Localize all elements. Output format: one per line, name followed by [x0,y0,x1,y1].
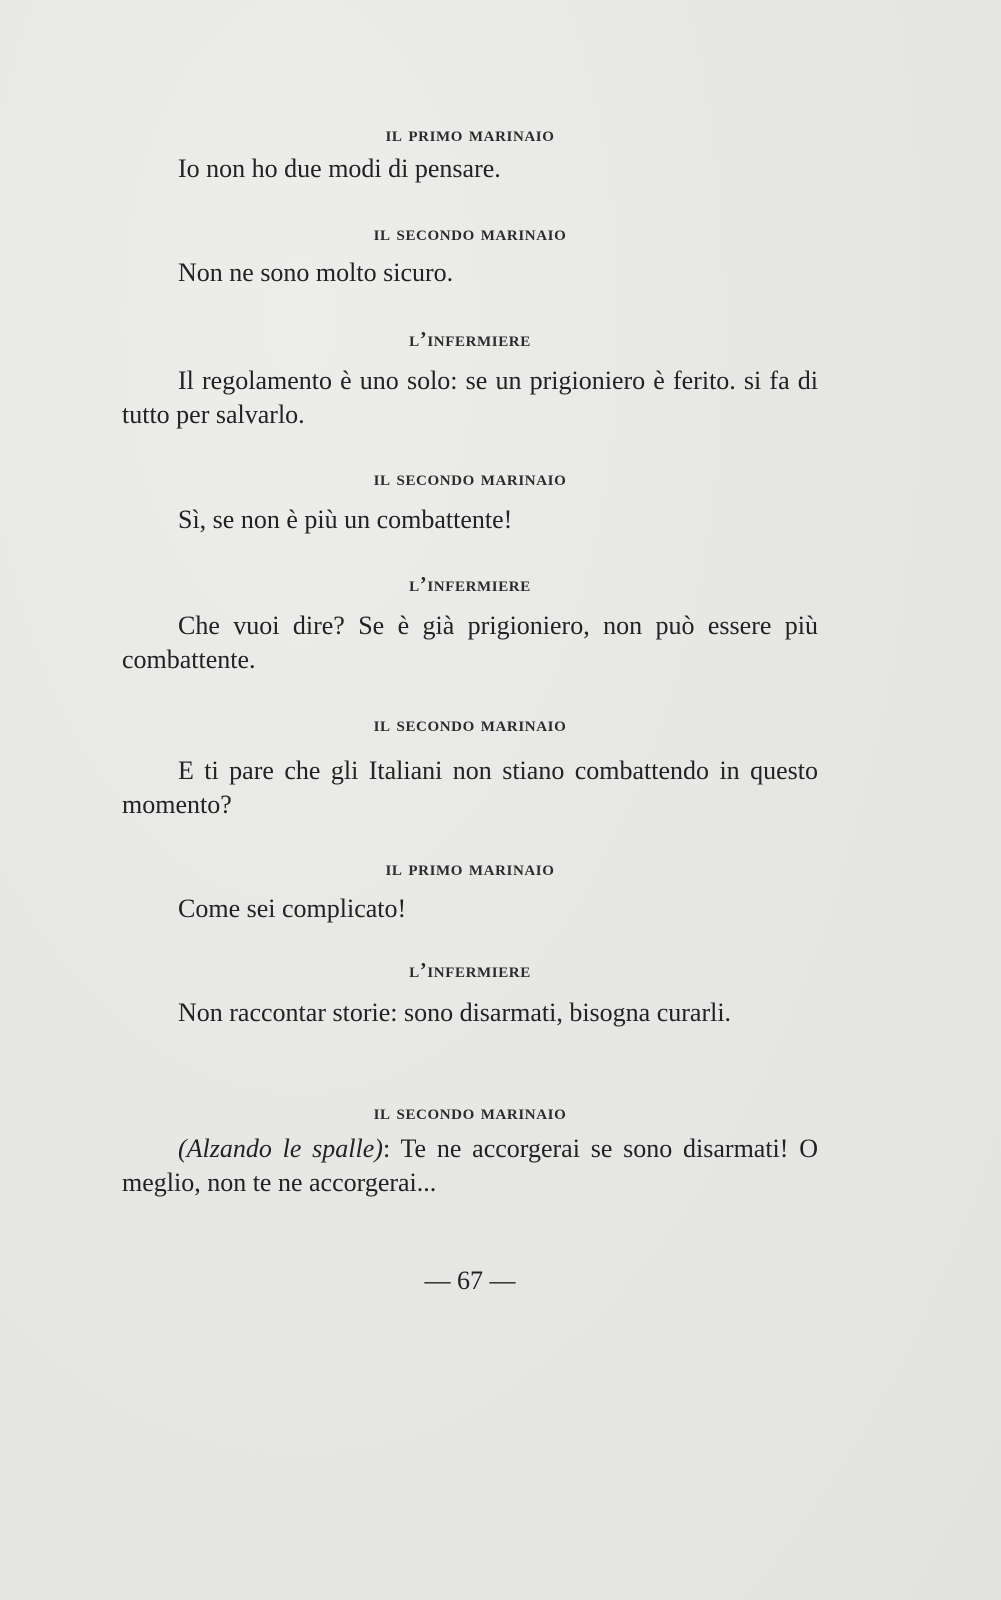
speaker-name: l’infermiere [409,572,531,596]
dialogue-line: Come sei complicato! [178,894,407,923]
dialogue-line-text: : Te ne accorgerai se sono disarmati! O meglio, non te ne accorgerai... [122,1134,818,1197]
speaker-name: l’infermiere [409,958,531,982]
dialogue-line: Io non ho due modi di pensare. [178,154,501,183]
speaker-name: il secondo marinaio [373,1100,567,1124]
speaker-name: il primo marinaio [385,856,555,880]
dialogue-line-with-stage-direction [122,1132,818,1200]
speaker-name: l’infermiere [409,327,531,351]
page-number: — 67 — [424,1266,516,1295]
speaker-name: il secondo marinaio [373,466,567,490]
dialogue-line: Non raccontar storie: sono disarmati, bisogna curarli. [178,998,732,1027]
speaker-name: il secondo marinaio [373,712,567,736]
dialogue-line: Sì, se non è più un combattente! [178,505,513,534]
dialogue-line: Il regolamento è uno solo: se un prigioniero è ferito. si fa di tutto per salvarlo. [122,366,818,429]
speaker-name: il primo marinaio [385,122,555,146]
speaker-name: il secondo marinaio [373,221,567,245]
dialogue-line: E ti pare che gli Italiani non stiano combattendo in questo momento? [122,756,818,819]
stage-direction: (Alzando le spalle) [178,1134,383,1163]
dialogue-line: Non ne sono molto sicuro. [178,258,454,287]
dialogue-line: Che vuoi dire? Se è già prigioniero, non può essere più combattente. [122,611,818,674]
